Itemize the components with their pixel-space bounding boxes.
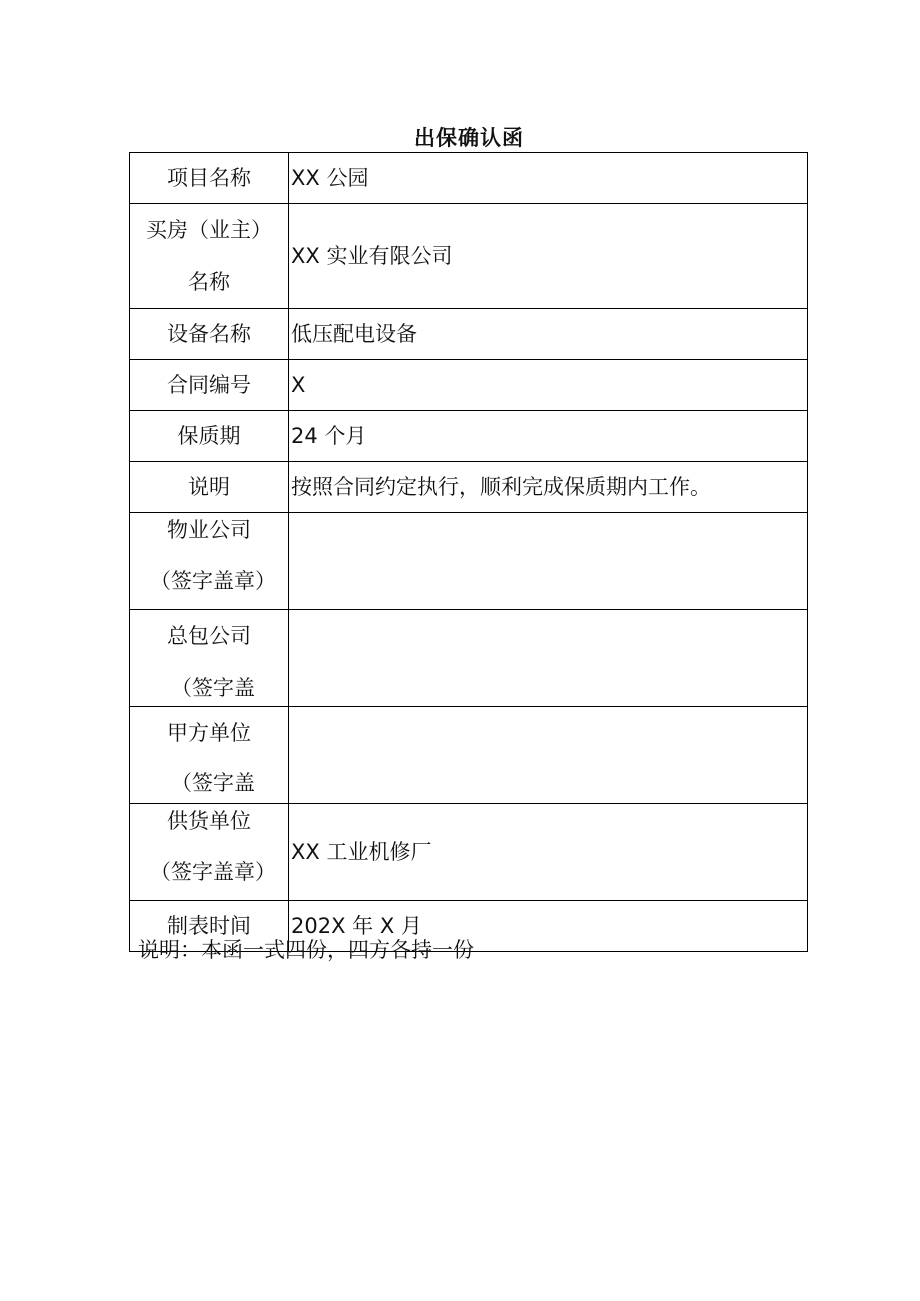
party-a-label-cell <box>130 707 289 804</box>
buyer-value: XX 实业有限公司 <box>291 244 453 268</box>
contract-no-value-cell <box>289 360 808 411</box>
supplier-label: 供货单位 <box>167 809 251 833</box>
table-row <box>130 462 808 513</box>
property-co-label: 物业公司 <box>167 518 251 542</box>
warranty-label: 保质期 <box>177 424 241 448</box>
equipment-value: 低压配电设备 <box>291 322 417 346</box>
date-value: 202X 年 X 月 <box>291 914 422 938</box>
warranty-value: 24 个月 <box>291 424 367 448</box>
project-name-label: 项目名称 <box>167 166 251 190</box>
table-row <box>130 513 808 610</box>
general-contractor-value-cell <box>289 610 808 707</box>
supplier-value-cell <box>289 804 808 901</box>
general-contractor-label: 总包公司 <box>167 624 251 648</box>
buyer-value-cell <box>289 204 808 309</box>
warranty-label-cell <box>130 411 289 462</box>
table-row <box>130 707 808 804</box>
table-row <box>130 610 808 707</box>
party-a-label: 甲方单位 <box>167 721 251 745</box>
party-a-note: （签字盖 <box>171 771 255 795</box>
supplier-value: XX 工业机修厂 <box>291 840 432 864</box>
property-co-label-cell <box>130 513 289 610</box>
document-title: 出保确认函 <box>414 126 524 150</box>
description-label: 说明 <box>188 475 230 499</box>
date-label: 制表时间 <box>167 914 251 938</box>
contract-no-value: X <box>291 373 306 397</box>
description-value-cell <box>289 462 808 513</box>
table-row <box>130 309 808 360</box>
equipment-value-cell <box>289 309 808 360</box>
property-co-value-cell <box>289 513 808 610</box>
party-a-value-cell <box>289 707 808 804</box>
description-label-cell <box>130 462 289 513</box>
general-contractor-note: （签字盖 <box>171 676 255 700</box>
equipment-label-cell <box>130 309 289 360</box>
description-value: 按照合同约定执行，顺利完成保质期内工作。 <box>291 475 711 499</box>
general-contractor-label-cell <box>130 610 289 707</box>
table-row <box>130 411 808 462</box>
warranty-confirmation-table <box>129 152 808 952</box>
table-row <box>130 153 808 204</box>
buyer-label-cell <box>130 204 289 309</box>
buyer-label-line2: 名称 <box>188 270 230 294</box>
buyer-label-line1: 买房（业主） <box>146 218 272 242</box>
equipment-label: 设备名称 <box>167 322 251 346</box>
table-row <box>130 804 808 901</box>
table-row <box>130 360 808 411</box>
contract-no-label-cell <box>130 360 289 411</box>
contract-no-label: 合同编号 <box>167 373 251 397</box>
footnote: 说明：本函一式四份，四方各持一份 <box>138 938 474 962</box>
warranty-value-cell <box>289 411 808 462</box>
table-row <box>130 204 808 309</box>
project-name-value-cell <box>289 153 808 204</box>
supplier-note: （签字盖章） <box>150 860 276 884</box>
project-name-value: XX 公园 <box>291 166 369 190</box>
project-name-label-cell <box>130 153 289 204</box>
property-co-note: （签字盖章） <box>150 569 276 593</box>
supplier-label-cell <box>130 804 289 901</box>
